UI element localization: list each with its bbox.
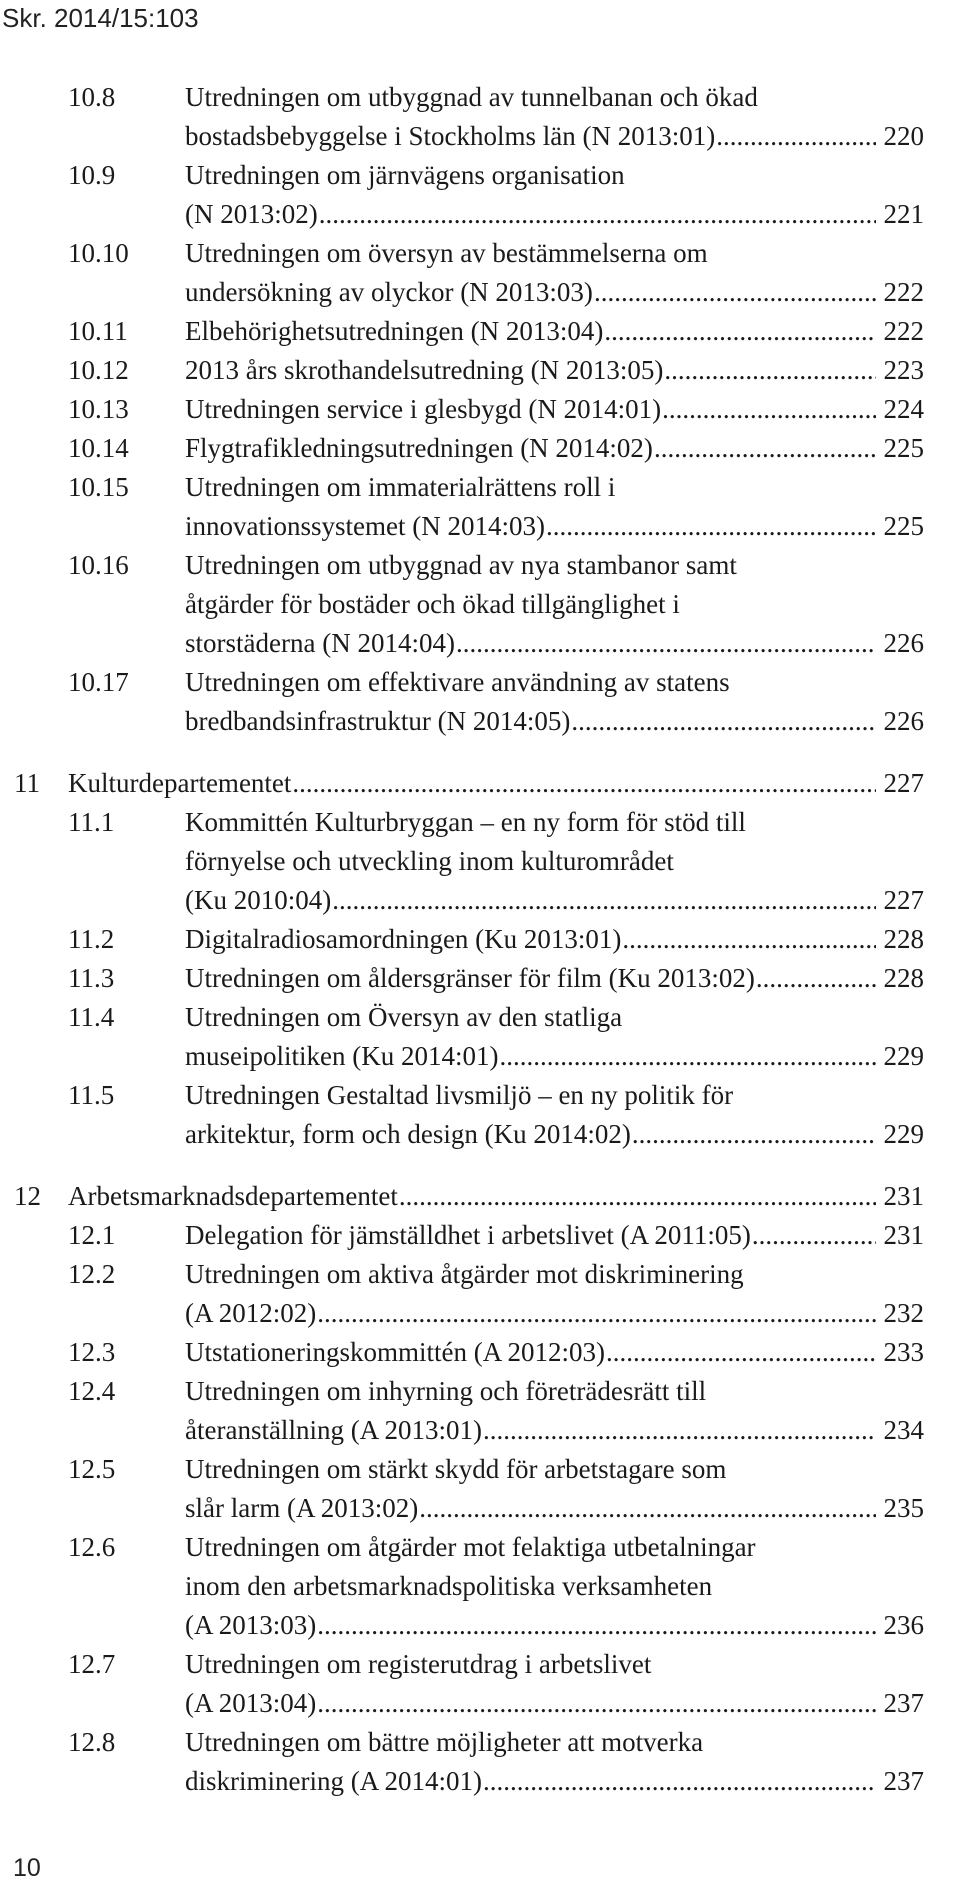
toc-entry-title bbox=[185, 351, 924, 390]
toc-entry-page: 235 bbox=[883, 1493, 924, 1523]
toc-entry-line: Utredningen om registerutdrag i arbetslivet bbox=[185, 1649, 652, 1679]
toc-entry bbox=[0, 429, 960, 468]
toc-entry-page: 221 bbox=[883, 199, 924, 229]
toc-entry-number: 10.15 bbox=[68, 472, 129, 502]
toc-entry-title bbox=[185, 156, 924, 234]
toc-entry-line-text: (A 2013:04) bbox=[185, 1688, 317, 1718]
document-reference: Skr. 2014/15:103 bbox=[2, 3, 199, 33]
toc-entry-page: 220 bbox=[883, 121, 924, 151]
toc-entry-line-text: Utredningen om åldersgränser för film (Ku 2013:02) bbox=[185, 963, 755, 993]
dot-leader bbox=[622, 920, 876, 959]
dot-leader bbox=[317, 1294, 876, 1333]
toc-entry-title bbox=[185, 803, 924, 920]
toc-entry-page: 225 bbox=[883, 433, 924, 463]
toc-entry-line-text: Utstationeringskommittén (A 2012:03) bbox=[185, 1337, 605, 1367]
toc-entry bbox=[0, 312, 960, 351]
toc-entry-number: 10.9 bbox=[68, 160, 116, 190]
toc-entry-line bbox=[185, 1684, 924, 1723]
toc-entry-number: 10.10 bbox=[68, 238, 129, 268]
toc-entry-number: 12 bbox=[14, 1181, 41, 1211]
toc-entry-line: förnyelse och utveckling inom kulturområdet bbox=[185, 846, 674, 876]
toc-entry-line bbox=[185, 312, 924, 351]
toc-entry-line-text: bostadsbebyggelse i Stockholms län (N 2013:01) bbox=[185, 121, 716, 151]
toc-entry-number: 12.1 bbox=[68, 1220, 116, 1250]
dot-leader bbox=[317, 1684, 876, 1723]
toc-entry-page: 223 bbox=[883, 355, 924, 385]
toc-entry-line-text: 2013 års skrothandelsutredning (N 2013:05) bbox=[185, 355, 664, 385]
toc-entry-line-text: Kulturdepartementet bbox=[68, 768, 292, 798]
toc-entry bbox=[0, 1723, 960, 1801]
toc-chapter-entry bbox=[0, 764, 960, 803]
dot-leader bbox=[292, 764, 876, 803]
toc-entry-line bbox=[185, 351, 924, 390]
toc-entry bbox=[0, 1076, 960, 1154]
toc-entry-title bbox=[185, 920, 924, 959]
toc-entry-line: Utredningen om stärkt skydd för arbetstagare som bbox=[185, 1454, 727, 1484]
toc-entry bbox=[0, 803, 960, 920]
dot-leader bbox=[317, 1606, 876, 1645]
toc-entry-page: 231 bbox=[883, 1220, 924, 1250]
toc-entry-title bbox=[185, 959, 924, 998]
toc-entry-line bbox=[185, 1115, 924, 1154]
toc-entry bbox=[0, 156, 960, 234]
toc-entry-line bbox=[185, 959, 924, 998]
dot-leader bbox=[632, 1115, 876, 1154]
toc-entry-line-text: slår larm (A 2013:02) bbox=[185, 1493, 419, 1523]
toc-entry-line: Utredningen om inhyrning och företrädesrätt till bbox=[185, 1376, 707, 1406]
toc-entry bbox=[0, 663, 960, 741]
toc-entry-line bbox=[185, 920, 924, 959]
dot-leader bbox=[456, 624, 876, 663]
dot-leader bbox=[483, 1411, 876, 1450]
dot-leader bbox=[664, 351, 876, 390]
toc-entry-line-text: återanställning (A 2013:01) bbox=[185, 1415, 482, 1445]
toc-entry-line: Utredningen om åtgärder mot felaktiga utbetalningar bbox=[185, 1532, 756, 1562]
toc-entry-line bbox=[185, 1333, 924, 1372]
toc-entry-line-text: (A 2012:02) bbox=[185, 1298, 317, 1328]
toc-entry-page: 228 bbox=[883, 924, 924, 954]
toc-entry-number: 11.1 bbox=[68, 807, 115, 837]
toc-entry-title bbox=[185, 1372, 924, 1450]
toc-entry-line bbox=[185, 1037, 924, 1076]
toc-entry-title bbox=[185, 1723, 924, 1801]
toc-entry-line: inom den arbetsmarknadspolitiska verksamheten bbox=[185, 1571, 713, 1601]
toc-entry-title bbox=[185, 1528, 924, 1645]
toc-entry-line: Utredningen om aktiva åtgärder mot diskriminering bbox=[185, 1259, 744, 1289]
toc-entry-number: 10.8 bbox=[68, 82, 116, 112]
toc-entry bbox=[0, 468, 960, 546]
toc-entry-line bbox=[185, 1216, 924, 1255]
toc-entry-title bbox=[185, 234, 924, 312]
toc-entry-title bbox=[185, 546, 924, 663]
dot-leader bbox=[752, 1216, 876, 1255]
toc-entry-page: 229 bbox=[883, 1041, 924, 1071]
toc-entry-number: 11 bbox=[14, 768, 40, 798]
toc-entry-page: 237 bbox=[883, 1688, 924, 1718]
toc-entry bbox=[0, 920, 960, 959]
toc-entry-title bbox=[185, 663, 924, 741]
toc-entry-number: 11.5 bbox=[68, 1080, 115, 1110]
toc-entry bbox=[0, 1528, 960, 1645]
toc-entry-line-text: (N 2013:02) bbox=[185, 199, 318, 229]
toc-entry-page: 224 bbox=[883, 394, 924, 424]
toc-entry-line bbox=[185, 273, 924, 312]
toc-entry bbox=[0, 78, 960, 156]
toc-entry-title bbox=[185, 429, 924, 468]
toc-entry-number: 10.12 bbox=[68, 355, 129, 385]
dot-leader bbox=[662, 390, 876, 429]
toc-entry-page: 237 bbox=[883, 1766, 924, 1796]
toc-entry-title bbox=[68, 764, 924, 803]
toc-entry-page: 236 bbox=[883, 1610, 924, 1640]
toc-entry bbox=[0, 1333, 960, 1372]
toc-entry-title bbox=[185, 390, 924, 429]
toc-entry-page: 233 bbox=[883, 1337, 924, 1367]
toc-entry-line-text: museipolitiken (Ku 2014:01) bbox=[185, 1041, 499, 1071]
toc-entry bbox=[0, 998, 960, 1076]
toc-entry-number: 11.3 bbox=[68, 963, 115, 993]
toc-entry-number: 12.7 bbox=[68, 1649, 116, 1679]
toc-entry-number: 12.2 bbox=[68, 1259, 116, 1289]
toc-entry bbox=[0, 390, 960, 429]
dot-leader bbox=[571, 702, 876, 741]
toc-entry-number: 12.6 bbox=[68, 1532, 116, 1562]
toc-entry-line bbox=[185, 1489, 924, 1528]
toc-entry-line bbox=[185, 1606, 924, 1645]
toc-entry-page: 226 bbox=[883, 706, 924, 736]
toc-entry-line-text: (Ku 2010:04) bbox=[185, 885, 332, 915]
toc-entry-line: Utredningen om bättre möjligheter att motverka bbox=[185, 1727, 704, 1757]
dot-leader bbox=[654, 429, 876, 468]
toc-entry-page: 228 bbox=[883, 963, 924, 993]
toc-entry-line bbox=[185, 507, 924, 546]
toc-entry-page: 222 bbox=[883, 316, 924, 346]
toc-entry-page: 234 bbox=[883, 1415, 924, 1445]
dot-leader bbox=[399, 1177, 876, 1216]
toc-entry-line: åtgärder för bostäder och ökad tillgänglighet i bbox=[185, 589, 680, 619]
toc-entry-title bbox=[185, 1450, 924, 1528]
toc-entry bbox=[0, 1255, 960, 1333]
toc-entry-page: 229 bbox=[883, 1119, 924, 1149]
toc-entry-line bbox=[68, 1177, 924, 1216]
toc-entry-line bbox=[185, 390, 924, 429]
toc-entry-number: 10.16 bbox=[68, 550, 129, 580]
toc-entry-line-text: bredbandsinfrastruktur (N 2014:05) bbox=[185, 706, 571, 736]
toc-entry-line: Utredningen om utbyggnad av nya stambanor samt bbox=[185, 550, 737, 580]
dot-leader bbox=[604, 312, 876, 351]
toc-entry-title bbox=[68, 1177, 924, 1216]
toc-entry-line-text: storstäderna (N 2014:04) bbox=[185, 628, 455, 658]
toc-entry-line-text: diskriminering (A 2014:01) bbox=[185, 1766, 482, 1796]
toc-entry-line: Utredningen om effektivare användning av statens bbox=[185, 667, 730, 697]
dot-leader bbox=[499, 1037, 876, 1076]
toc-entry-line-text: undersökning av olyckor (N 2013:03) bbox=[185, 277, 593, 307]
toc-entry-title bbox=[185, 312, 924, 351]
toc-entry-title bbox=[185, 468, 924, 546]
toc-entry-line bbox=[185, 117, 924, 156]
toc-entry-page: 227 bbox=[883, 768, 924, 798]
toc-entry bbox=[0, 546, 960, 663]
toc-entry-line: Utredningen om översyn av bestämmelserna om bbox=[185, 238, 708, 268]
toc-entry-page: 222 bbox=[883, 277, 924, 307]
toc-entry-title bbox=[185, 1645, 924, 1723]
toc-entry-line: Kommittén Kulturbryggan – en ny form för stöd till bbox=[185, 807, 746, 837]
toc-entry-line-text: Digitalradiosamordningen (Ku 2013:01) bbox=[185, 924, 622, 954]
toc-entry-line bbox=[185, 624, 924, 663]
toc-entry-number: 10.14 bbox=[68, 433, 129, 463]
toc-entry-line bbox=[185, 195, 924, 234]
toc-entry-page: 225 bbox=[883, 511, 924, 541]
toc-entry-line bbox=[185, 1762, 924, 1801]
table-of-contents bbox=[0, 78, 960, 1801]
toc-entry-line-text: Flygtrafikledningsutredningen (N 2014:02) bbox=[185, 433, 653, 463]
toc-entry-title bbox=[185, 1255, 924, 1333]
toc-entry-line bbox=[185, 429, 924, 468]
dot-leader bbox=[606, 1333, 876, 1372]
toc-entry-line: Utredningen om immaterialrättens roll i bbox=[185, 472, 616, 502]
toc-entry-number: 12.8 bbox=[68, 1727, 116, 1757]
toc-entry-line bbox=[185, 702, 924, 741]
toc-entry bbox=[0, 1450, 960, 1528]
toc-chapter-entry bbox=[0, 1177, 960, 1216]
dot-leader bbox=[319, 195, 876, 234]
toc-entry-line bbox=[185, 881, 924, 920]
toc-entry bbox=[0, 1645, 960, 1723]
toc-entry-line-text: Arbetsmarknadsdepartementet bbox=[68, 1181, 398, 1211]
toc-entry-number: 12.5 bbox=[68, 1454, 116, 1484]
toc-entry-page: 231 bbox=[883, 1181, 924, 1211]
dot-leader bbox=[756, 959, 876, 998]
dot-leader bbox=[594, 273, 876, 312]
dot-leader bbox=[419, 1489, 876, 1528]
toc-entry-page: 232 bbox=[883, 1298, 924, 1328]
toc-entry-title bbox=[185, 1333, 924, 1372]
toc-entry-line: Utredningen Gestaltad livsmiljö – en ny politik för bbox=[185, 1080, 734, 1110]
toc-entry-page: 227 bbox=[883, 885, 924, 915]
toc-entry-number: 10.17 bbox=[68, 667, 129, 697]
toc-entry bbox=[0, 1216, 960, 1255]
dot-leader bbox=[483, 1762, 876, 1801]
toc-entry-line-text: innovationssystemet (N 2014:03) bbox=[185, 511, 545, 541]
toc-entry bbox=[0, 351, 960, 390]
toc-entry-title bbox=[185, 1216, 924, 1255]
toc-entry-line-text: arkitektur, form och design (Ku 2014:02) bbox=[185, 1119, 631, 1149]
dot-leader bbox=[332, 881, 876, 920]
dot-leader bbox=[716, 117, 876, 156]
toc-entry bbox=[0, 234, 960, 312]
dot-leader bbox=[546, 507, 876, 546]
toc-entry bbox=[0, 1372, 960, 1450]
toc-entry-line: Utredningen om Översyn av den statliga bbox=[185, 1002, 623, 1032]
toc-entry-number: 11.4 bbox=[68, 1002, 115, 1032]
toc-entry-title bbox=[185, 78, 924, 156]
toc-entry-line bbox=[68, 764, 924, 803]
toc-entry-number: 11.2 bbox=[68, 924, 115, 954]
toc-entry-title bbox=[185, 1076, 924, 1154]
toc-entry-number: 12.3 bbox=[68, 1337, 116, 1367]
toc-entry-number: 10.11 bbox=[68, 316, 128, 346]
toc-entry-line bbox=[185, 1411, 924, 1450]
toc-entry-number: 12.4 bbox=[68, 1376, 116, 1406]
toc-entry-line-text: Elbehörighetsutredningen (N 2013:04) bbox=[185, 316, 604, 346]
toc-entry-line-text: (A 2013:03) bbox=[185, 1610, 317, 1640]
toc-entry-page: 226 bbox=[883, 628, 924, 658]
toc-entry-line-text: Delegation för jämställdhet i arbetslivet (A 2011:05) bbox=[185, 1220, 751, 1250]
page-number: 10 bbox=[13, 1854, 41, 1882]
toc-entry-number: 10.13 bbox=[68, 394, 129, 424]
toc-entry-line-text: Utredningen service i glesbygd (N 2014:01) bbox=[185, 394, 662, 424]
toc-entry-line: Utredningen om järnvägens organisation bbox=[185, 160, 625, 190]
toc-entry-line: Utredningen om utbyggnad av tunnelbanan och ökad bbox=[185, 82, 758, 112]
toc-entry bbox=[0, 959, 960, 998]
toc-entry-line bbox=[185, 1294, 924, 1333]
toc-entry-title bbox=[185, 998, 924, 1076]
